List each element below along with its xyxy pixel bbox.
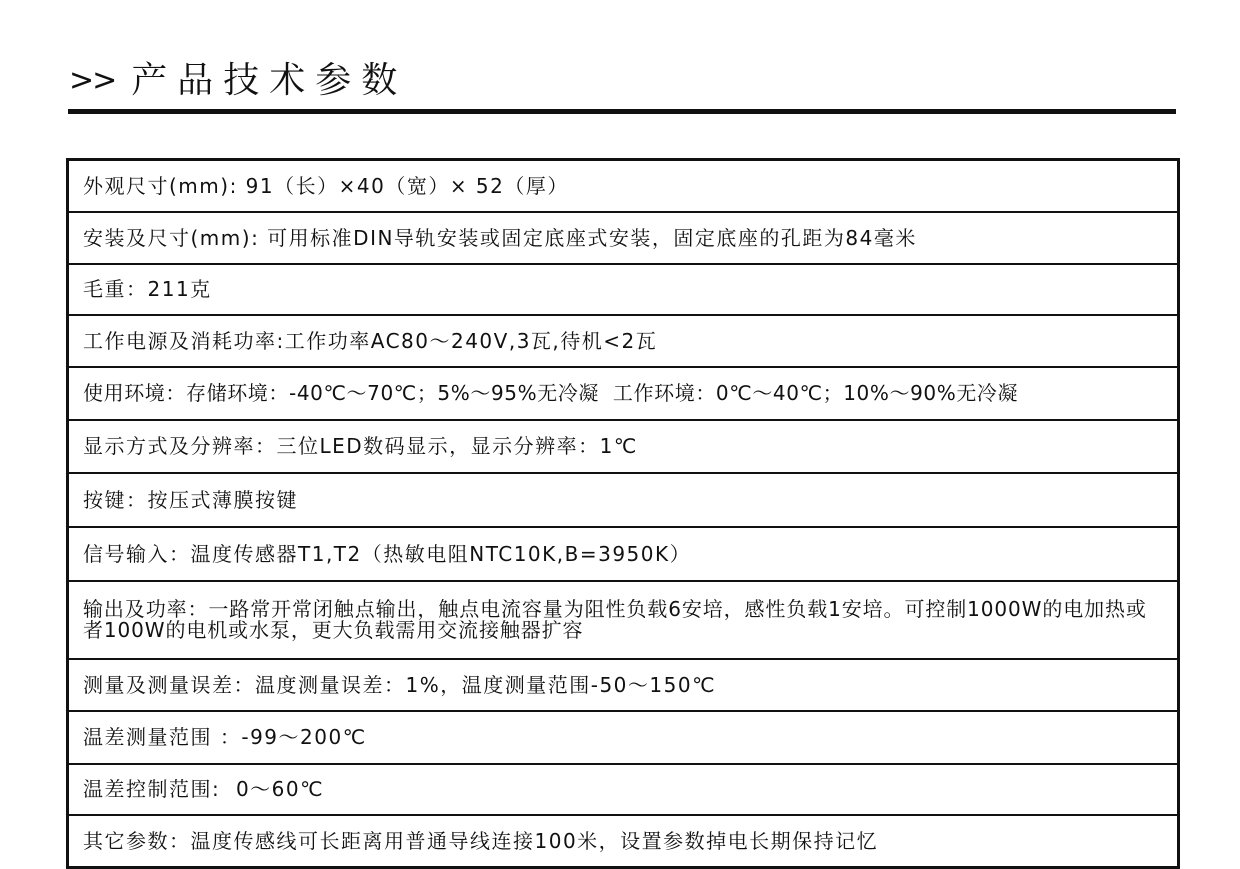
spec-text: 温差测量范围 ：-99～200℃ — [83, 725, 367, 749]
spec-row-diff-control-range — [69, 763, 1177, 814]
spec-row-measurement — [69, 658, 1177, 710]
spec-row-other — [69, 814, 1177, 866]
spec-table — [66, 158, 1180, 869]
section-header — [69, 56, 407, 106]
spec-row-environment — [69, 366, 1177, 419]
spec-text: 显示方式及分辨率：三位LED数码显示，显示分辨率：1℃ — [83, 434, 638, 458]
spec-text: 工作电源及消耗功率:工作功率AC80～240V,3瓦,待机<2瓦 — [83, 328, 658, 353]
spec-text: 测量及测量误差：温度测量误差：1%，温度测量范围-50～150℃ — [83, 672, 717, 697]
spec-text: 外观尺寸(mm): 91（长）×40（宽）× 52（厚） — [83, 173, 569, 198]
spec-row-diff-measure-range — [69, 710, 1177, 763]
spec-row-display — [69, 419, 1177, 472]
header-divider — [68, 109, 1176, 114]
spec-row-power — [69, 314, 1177, 366]
spec-text: 其它参数：温度传感线可长距离用普通导线连接100米，设置参数掉电长期保持记忆 — [83, 828, 879, 853]
spec-row-installation — [69, 211, 1177, 263]
double-chevron-icon: >> — [69, 63, 116, 98]
spec-text: 按键：按压式薄膜按键 — [83, 487, 298, 512]
spec-text: 信号输入：温度传感器T1,T2（热敏电阻NTC10K,B=3950K） — [83, 541, 692, 566]
spec-row-signal-input — [69, 526, 1177, 580]
spec-text: 输出及功率：一路常开常闭触点输出，触点电流容量为阻性负载6安培，感性负载1安培。可控制1000W的电加热或者100W的电机或水泵，更大负载需用交流接触器扩容 — [83, 597, 1147, 642]
spec-row-keys — [69, 472, 1177, 526]
spec-row-weight — [69, 263, 1177, 314]
section-title: 产品技术参数 — [131, 60, 408, 101]
spec-row-output — [69, 580, 1177, 658]
spec-row-dimensions — [69, 161, 1177, 211]
spec-text: 安装及尺寸(mm): 可用标准DIN导轨安装或固定底座式安装，固定底座的孔距为84毫米 — [83, 225, 917, 250]
spec-text: 毛重：211克 — [83, 277, 212, 301]
spec-text: 温差控制范围: 0～60℃ — [83, 777, 325, 801]
spec-text: 使用环境：存储环境：-40℃～70℃；5%～95%无冷凝 工作环境：0℃～40℃；10%～90%无冷凝 — [83, 381, 1019, 405]
